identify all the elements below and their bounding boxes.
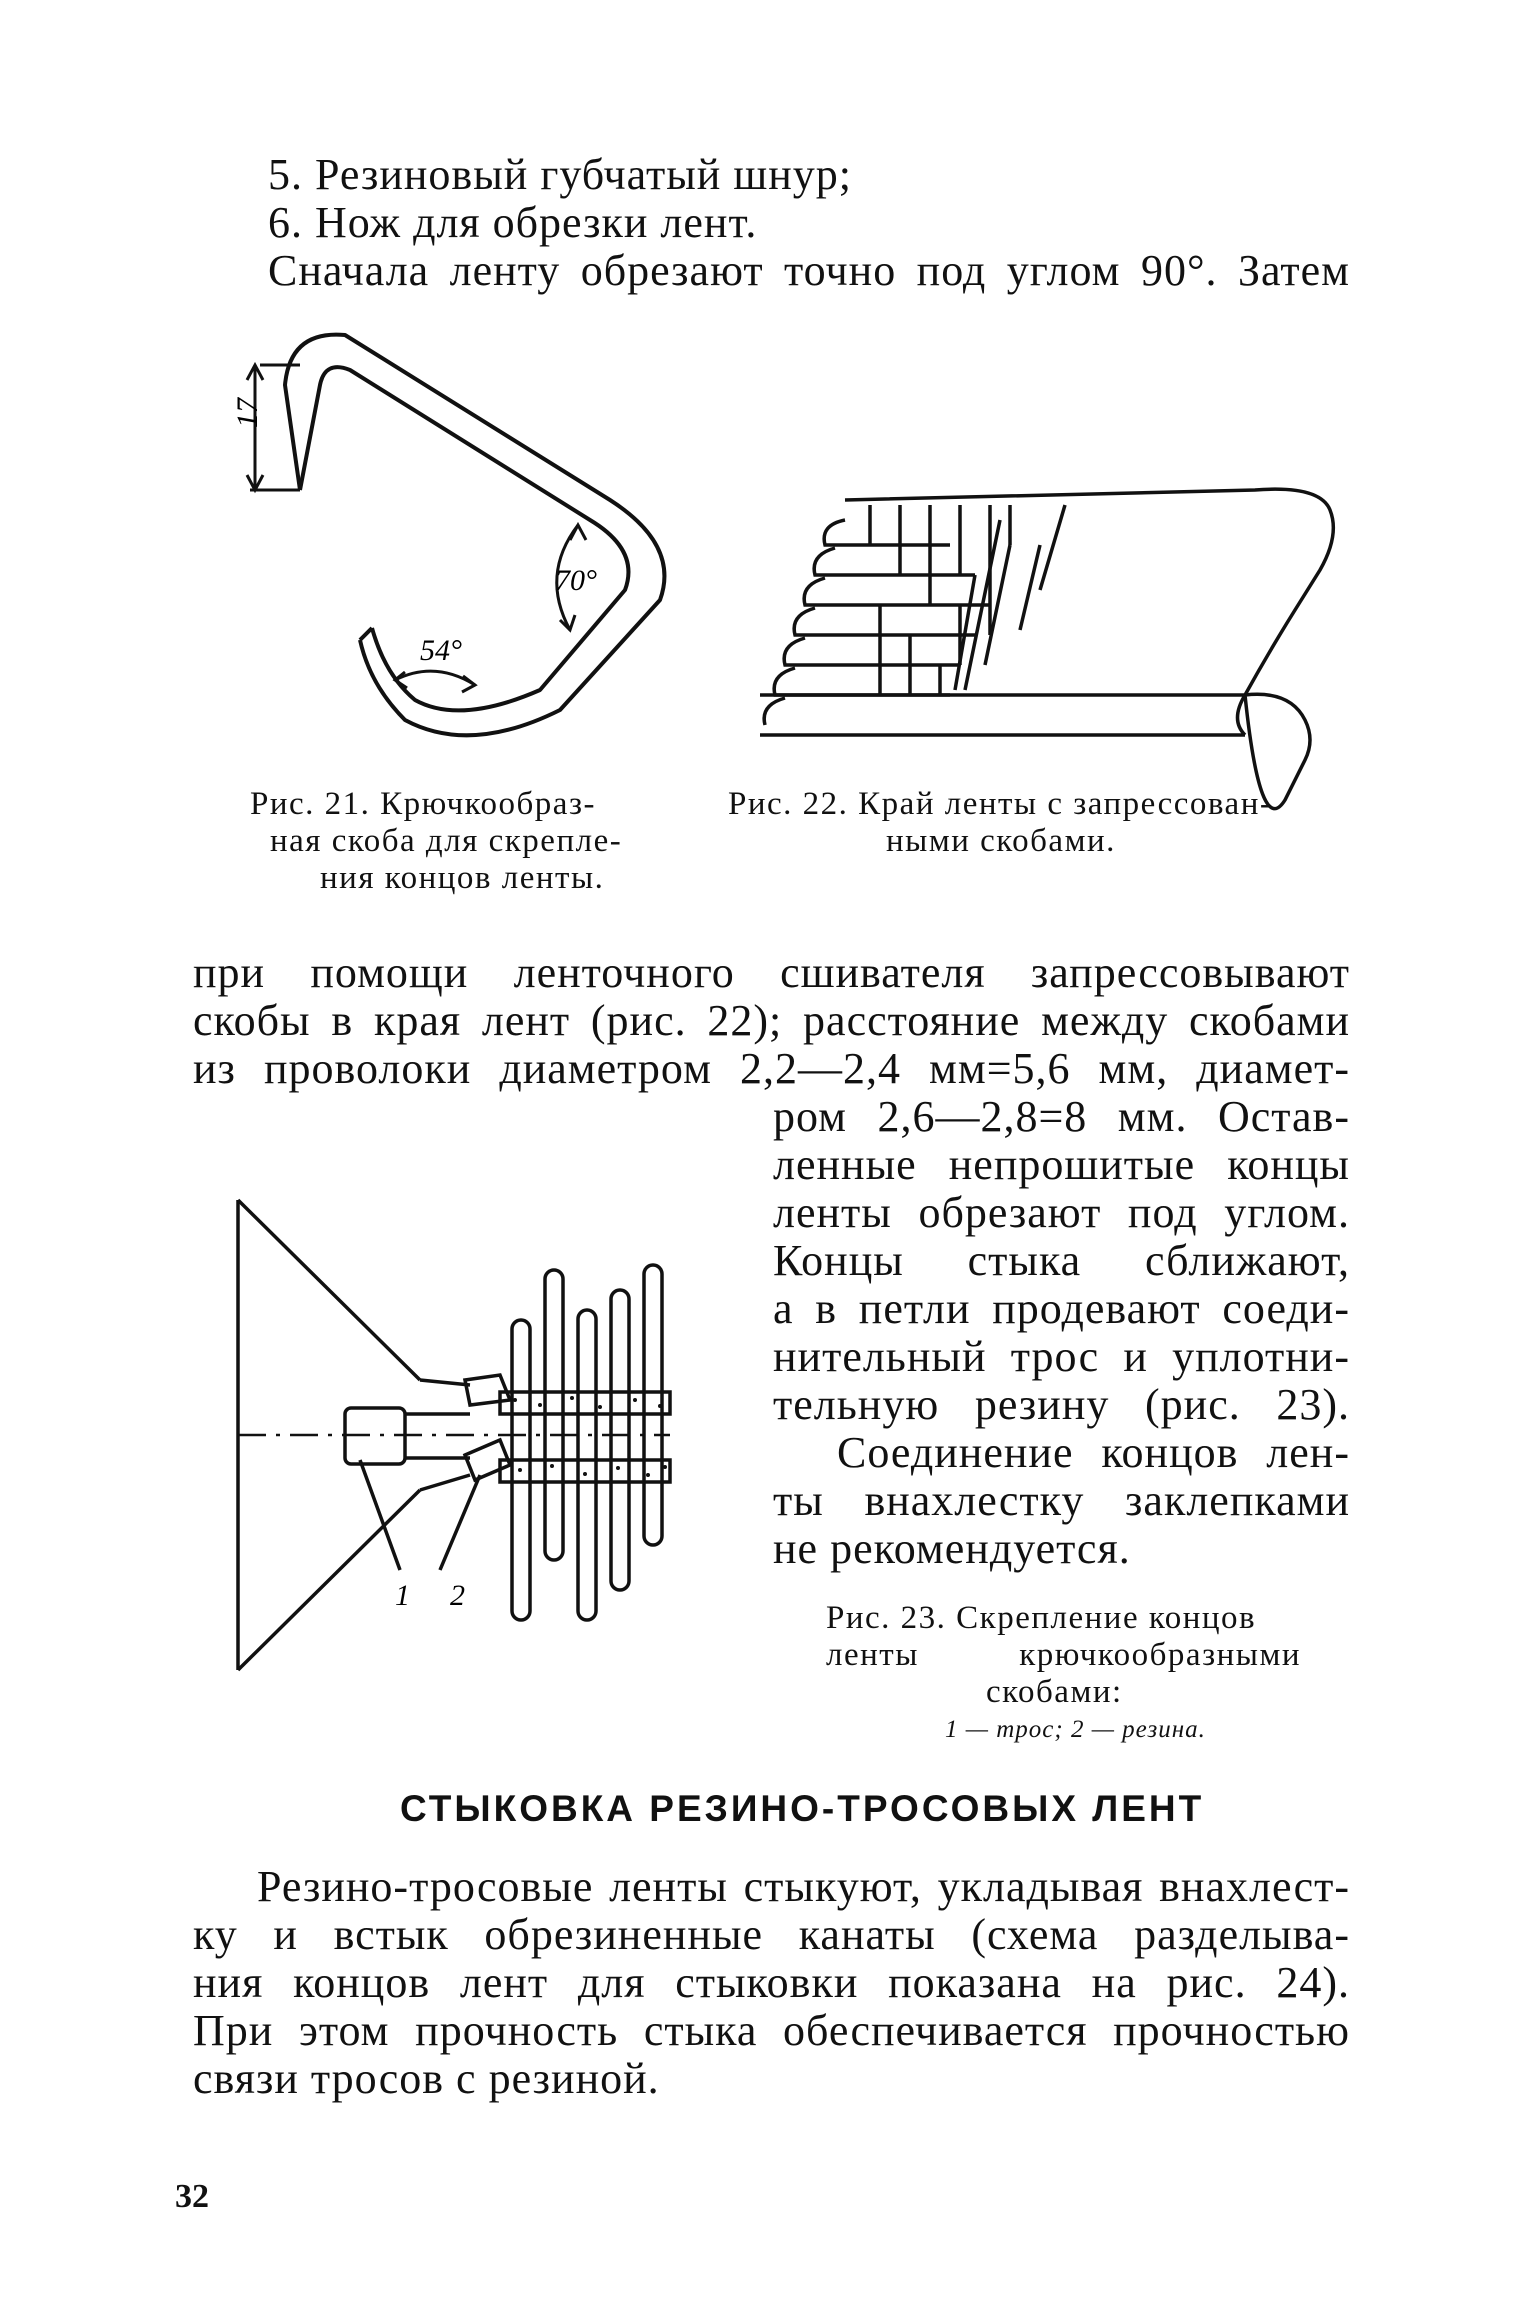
list-item-6: 6. Нож для обрезки лент. (268, 198, 758, 247)
paragraph-line: ку и встык обрезиненные канаты (схема разделыва- (193, 1910, 1350, 1959)
paragraph-line: ленные непрошитые концы (773, 1140, 1350, 1189)
figure-23-caption (826, 1600, 1301, 1711)
angle-70-label: 70° (555, 564, 597, 597)
figure-23-label-2: 2 (450, 1579, 465, 1612)
paragraph-intro: Сначала ленту обрезают точно под углом 90°. Затем (268, 246, 1350, 295)
page-number: 32 (175, 2178, 209, 2215)
figure-23-caption-line: ленты крючкообразными (826, 1637, 1301, 1673)
paragraph-line: нительный трос и уплотни- (773, 1332, 1350, 1381)
angle-54-label: 54° (420, 634, 462, 667)
paragraph-line: а в петли продевают соеди- (773, 1284, 1350, 1333)
figure-23-label-1: 1 (395, 1579, 410, 1612)
paragraph-line: скобы в края лент (рис. 22); расстояние между скобами (193, 996, 1350, 1045)
figure-22-caption-line: Рис. 22. Край ленты с запрессован- (728, 786, 1273, 822)
paragraph-line: ром 2,6—2,8=8 мм. Остав- (773, 1092, 1350, 1141)
figure-23-caption-line: скобами: (986, 1674, 1123, 1710)
paragraph-line: тельную резину (рис. 23). (773, 1380, 1350, 1429)
list-item-5: 5. Резиновый губчатый шнур; (268, 150, 853, 199)
paragraph-line: из проволоки диаметром 2,2—2,4 мм=5,6 мм, диамет- (193, 1044, 1350, 1093)
figure-21-caption-line: ная скоба для скрепле- (270, 823, 623, 859)
paragraph-line: не рекомендуется. (773, 1524, 1131, 1573)
section-heading: СТЫКОВКА РЕЗИНО-ТРОСОВЫХ ЛЕНТ (400, 1788, 1205, 1829)
figure-21-caption-line: Рис. 21. Крючкообраз- (250, 786, 596, 822)
figure-23-legend: 1 — трос; 2 — резина. (945, 1716, 1206, 1743)
paragraph-line: Резино-тросовые ленты стыкуют, укладывая внахлест- (257, 1862, 1350, 1911)
paragraph-line: При этом прочность стыка обеспечивается прочностью (193, 2006, 1350, 2055)
figure-22-caption-line: ными скобами. (886, 823, 1116, 859)
dimension-17-label: 17 (231, 398, 264, 428)
figure-23-caption-line: Рис. 23. Скрепление концов (826, 1600, 1257, 1636)
paragraph-line: ты внахлестку заклепками (773, 1476, 1350, 1525)
paragraph-line: ния концов лент для стыковки показана на рис. 24). (193, 1958, 1350, 2007)
paragraph-line: Концы стыка сближают, (773, 1236, 1350, 1285)
figure-21-caption-line: ния концов ленты. (320, 860, 605, 896)
paragraph-line: ленты обрезают под углом. (773, 1188, 1350, 1237)
paragraph-line: при помощи ленточного сшивателя запрессовывают (193, 948, 1350, 997)
paragraph-line: Соединение концов лен- (837, 1428, 1350, 1477)
paragraph-line: связи тросов с резиной. (193, 2054, 660, 2103)
